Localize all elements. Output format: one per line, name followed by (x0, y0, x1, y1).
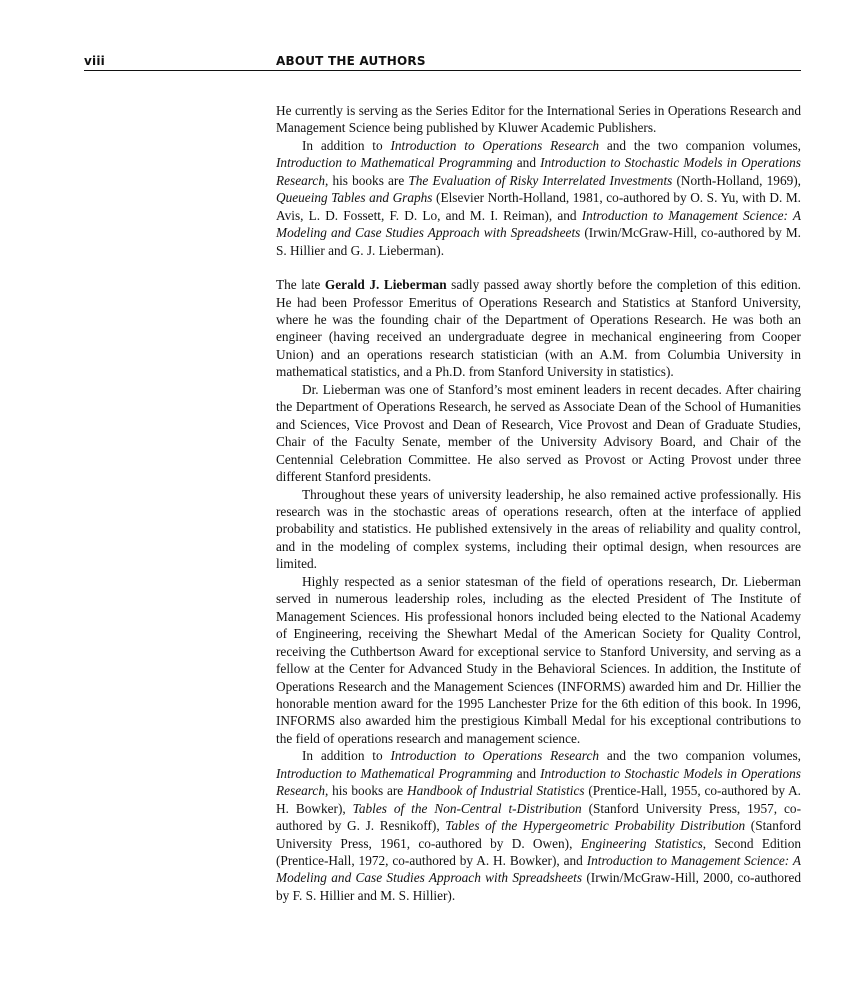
text-run: (Elsevier North-Holland, 1981, co-authored by O. S. Yu, with D. M. Avis, L. D. Fossett, F. D. Lo, and M. I. Reiman), and (276, 190, 801, 223)
text-run: , his books are (324, 172, 409, 188)
book-title: The Evaluation of Risky Interrelated Investments (408, 172, 673, 188)
paragraph (276, 486, 801, 573)
text-run: (Stanford University Press, 1961, co-authored by D. Owen), (276, 818, 801, 851)
text-run: In addition to (302, 137, 391, 153)
text-run: sadly passed away shortly before the completion of this edition. He had been Professor Emeritus of Operations Research and Statistics at Stanford University, where he was the founding chair of the Department of Operations Research. He was both an engineer (having received an undergraduate degree in mechanical engineering from Cooper Union) and an operations research statistician (with an A.M. from Columbia University in mathematical statistics, and a Ph.D. from Stanford University in statistics). (276, 277, 801, 380)
text-run: In addition to (302, 748, 391, 764)
text-run: (Stanford University Press, 1957, co-authored by G. J. Resnikoff), (276, 800, 801, 834)
header-rule (84, 70, 801, 71)
paragraph (276, 381, 801, 486)
paragraph (276, 102, 801, 137)
text-run: Dr. Lieberman was one of Stanford’s most eminent leaders in recent decades. After chairing the Department of Operations Research, he served as Associate Dean of the School of Humanities and Sciences, Vice Provost and Dean of Research, Vice Provost and Dean of Graduate Studies, Chair of the Faculty Senate, member of the University Advisory Board, and Chair of the Centennial Celebration Committee. He also served as Provost or Acting Provost under three different Stanford presidents. (276, 381, 801, 485)
text-run: (Prentice-Hall, 1955, co-authored by A. H. Bowker), (276, 783, 802, 816)
book-title: Queueing Tables and Graphs (276, 190, 433, 206)
text-run: and the two companion volumes, (599, 748, 801, 764)
book-title: Introduction to Operations Research (390, 748, 600, 764)
book-title: Introduction to Stochastic Models in Operations Research (276, 765, 801, 799)
page-number: viii (84, 54, 105, 68)
text-run: (Irwin/McGraw-Hill, 2000, co-authored by F. S. Hillier and M. S. Hillier). (276, 870, 802, 903)
text-run: , Second Edition (Prentice-Hall, 1972, co-authored by A. H. Bowker), and (276, 835, 801, 869)
text-run: (North-Holland, 1969), (672, 172, 801, 188)
text-run: , his books are (324, 783, 407, 799)
text-run: and (512, 765, 541, 781)
book-title: Introduction to Management Science: A Modeling and Case Studies Approach with Spreadsheets (276, 853, 801, 886)
body-text (276, 102, 801, 904)
book-title: Handbook of Industrial Statistics (406, 783, 585, 799)
text-run: Highly respected as a senior statesman of the field of operations research, Dr. Lieberman served in numerous leadership roles, including as the elected President of The Institute of Management Sciences. His professional honors included being elected to the National Academy of Engineering, receiving the Shewhart Medal of the American Society for Quality Control, receiving the Cuthbertson Award for exceptional service to Stanford University, and serving as a fellow at the Center for Advanced Study in the Behavioral Sciences. In addition, the Institute of Operations Research and the Management Sciences (INFORMS) awarded him and Dr. Hillier the honorable mention award for the 1995 Lanchester Prize for the 6th edition of this book. In 1996, INFORMS also awarded him the prestigious Kimball Medal for his exceptional contributions to the field of operations research and management science. (276, 573, 801, 746)
running-head: ABOUT THE AUTHORS (276, 54, 426, 68)
text-run: and (512, 155, 541, 171)
text-run: and the two companion volumes, (599, 137, 801, 153)
text-run: The late (276, 277, 325, 293)
book-title: Tables of the Hypergeometric Probability Distribution (445, 818, 746, 834)
book-title: Introduction to Mathematical Programming (276, 765, 513, 781)
book-title: Introduction to Stochastic Models in Operations Research (276, 155, 801, 188)
paragraph (276, 276, 801, 381)
book-title: Tables of the Non-Central t-Distribution (352, 800, 582, 816)
text-run: Throughout these years of university leadership, he also remained active professionally. His research was in the stochastic areas of operations research, often at the interface of applied probability and statistics. He published extensively in the areas of reliability and quality control, and in the modeling of complex systems, including their optimal design, when resources are limited. (276, 486, 801, 572)
paragraph (276, 573, 801, 748)
text-run: He currently is serving as the Series Editor for the International Series in Operations Research and Management Science being published by Kluwer Academic Publishers. (276, 103, 801, 136)
author-name: Gerald J. Lieberman (324, 277, 447, 293)
book-title: Introduction to Management Science: A Modeling and Case Studies Approach with Spreadsheets (276, 207, 802, 241)
book-title: Introduction to Mathematical Programming (276, 155, 513, 171)
paragraph (276, 747, 801, 904)
text-run: (Irwin/McGraw-Hill, co-authored by M. S. Hillier and G. J. Lieberman). (276, 225, 801, 258)
book-title: Engineering Statistics (580, 835, 703, 851)
book-title: Introduction to Operations Research (390, 137, 600, 153)
paragraph (276, 137, 801, 259)
